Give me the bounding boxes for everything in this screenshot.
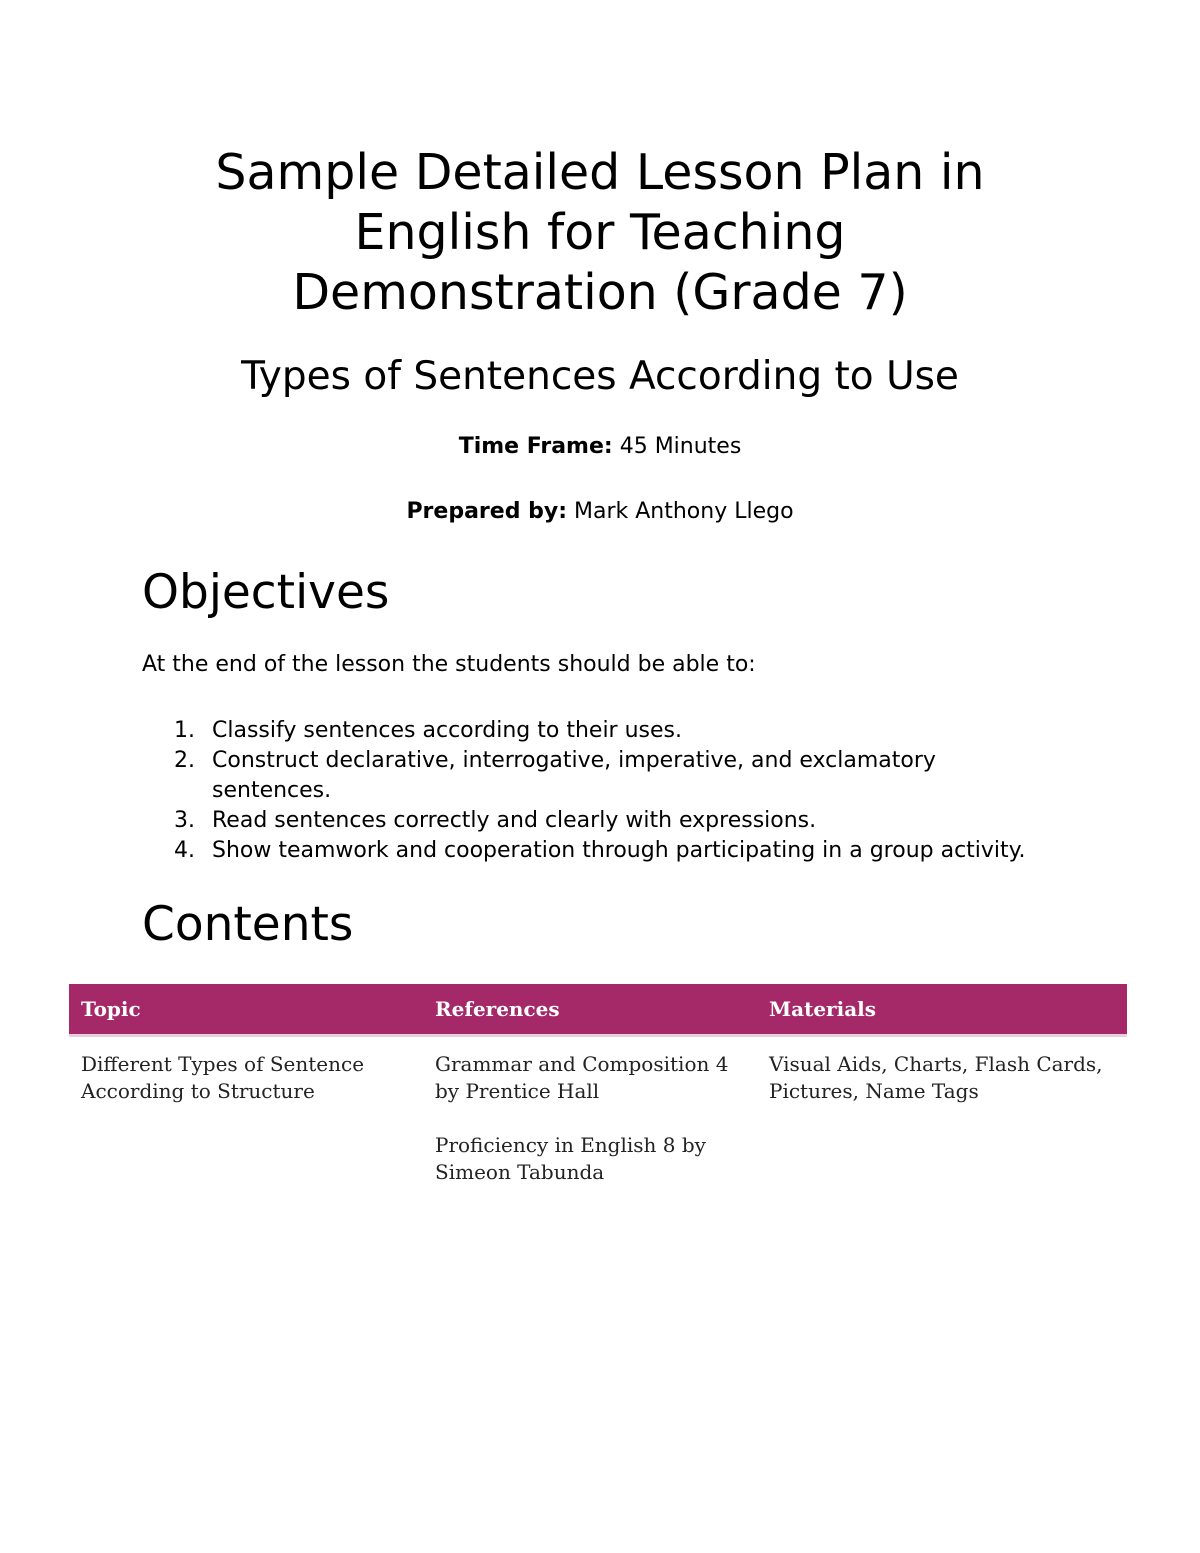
title-line: English for Teaching <box>354 204 846 261</box>
objective-item <box>142 746 1062 806</box>
objective-text: Classify sentences according to their uses. <box>212 718 682 743</box>
contents-heading: Contents <box>142 897 354 952</box>
objective-item <box>142 836 1062 866</box>
prepared-by-value: Mark Anthony Llego <box>574 499 794 524</box>
prepared-by-label: Prepared by: <box>406 499 567 524</box>
time-frame-value: 45 Minutes <box>619 434 742 459</box>
objective-text: Read sentences correctly and clearly with expressions. <box>212 808 817 833</box>
document-subtitle: Types of Sentences According to Use <box>241 354 959 399</box>
objective-number: 4. <box>174 838 195 863</box>
table-header-row <box>69 984 1127 1036</box>
objective-number: 2. <box>174 748 195 773</box>
objective-item <box>142 716 1062 746</box>
column-header-references: References <box>423 984 757 1036</box>
objective-text: Construct declarative, interrogative, imperative, and exclamatory sentences. <box>212 748 936 803</box>
time-frame-label: Time Frame: <box>458 434 613 459</box>
objective-number: 3. <box>174 808 195 833</box>
time-frame-line <box>150 432 1050 462</box>
document-title <box>150 143 1050 323</box>
objective-number: 1. <box>174 718 195 743</box>
column-header-materials: Materials <box>757 984 1127 1036</box>
contents-table <box>69 984 1127 1200</box>
column-header-topic: Topic <box>69 984 423 1036</box>
title-line: Sample Detailed Lesson Plan in <box>215 144 985 201</box>
objectives-list <box>142 716 1062 866</box>
reference-item: Grammar and Composition 4 by Prentice Hall <box>435 1052 729 1103</box>
objective-text: Show teamwork and cooperation through participating in a group activity. <box>212 838 1026 863</box>
objectives-intro: At the end of the lesson the students should be able to: <box>142 652 756 677</box>
title-line: Demonstration (Grade 7) <box>292 264 908 321</box>
cell-topic: Different Types of Sentence According to Structure <box>81 1052 365 1103</box>
prepared-by-line <box>150 497 1050 527</box>
objectives-heading: Objectives <box>142 565 390 620</box>
objective-item <box>142 806 1062 836</box>
cell-materials: Visual Aids, Charts, Flash Cards, Pictures, Name Tags <box>769 1052 1103 1103</box>
reference-item: Proficiency in English 8 by Simeon Tabunda <box>435 1133 706 1184</box>
table-row <box>69 1036 1127 1201</box>
cell-references <box>423 1036 757 1201</box>
